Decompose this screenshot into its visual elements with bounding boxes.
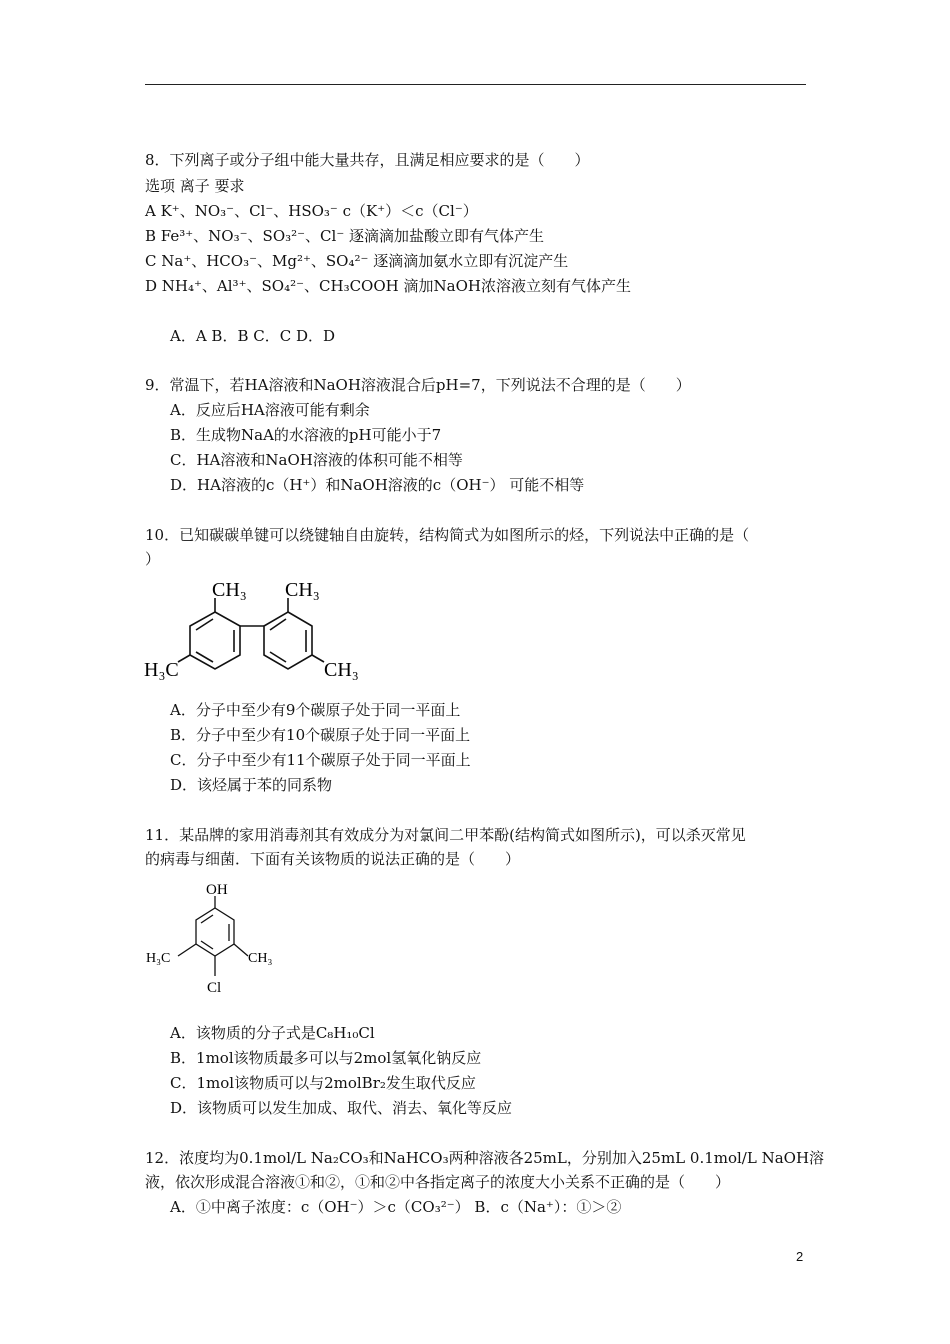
q11-label-ch3: CH₃ <box>248 951 273 966</box>
q11-option-a: A．该物质的分子式是C₈H₁₀Cl <box>170 1024 375 1042</box>
q10-option-c: C．分子中至少有11个碳原子处于同一平面上 <box>170 751 471 769</box>
q10-label-ch3-right-top: CH₃ <box>285 579 320 601</box>
q8-options: A．A B．B C．C D．D <box>170 327 336 345</box>
q10-option-a: A．分子中至少有9个碳原子处于同一平面上 <box>170 701 461 719</box>
q10-stem-line2: ） <box>145 550 161 568</box>
q9-option-a: A．反应后HA溶液可能有剩余 <box>170 401 370 419</box>
q11-label-cl: Cl <box>207 980 222 996</box>
q12-options-ab: A．①中离子浓度：c（OH⁻）＞c（CO₃²⁻） B．c（Na⁺）：①＞② <box>170 1198 622 1216</box>
q11-label-oh: OH <box>206 882 228 898</box>
q9-stem: 9．常温下，若HA溶液和NaOH溶液混合后pH=7，下列说法不合理的是（ ） <box>145 376 691 394</box>
q10-option-b: B．分子中至少有10个碳原子处于同一平面上 <box>170 726 471 744</box>
q11-option-d: D．该物质可以发生加成、取代、消去、氧化等反应 <box>170 1099 513 1117</box>
q10-label-ch3-right: CH₃ <box>324 659 359 681</box>
q8-row-d: D NH₄⁺、Al³⁺、SO₄²⁻、CH₃COOH 滴加NaOH浓溶液立刻有气体产生 <box>145 277 631 295</box>
q10-structure-diagram <box>140 578 380 690</box>
q10-stem-line1: 10．已知碳碳单键可以绕键轴自由旋转，结构简式为如图所示的烃，下列说法中正确的是（ <box>145 526 750 544</box>
q10-label-ch3-left-top: CH₃ <box>212 579 247 601</box>
header-rule <box>145 84 806 85</box>
q12-stem-line2: 液，依次形成混合溶液①和②，①和②中各指定离子的浓度大小关系不正确的是（ ） <box>145 1173 731 1191</box>
q8-row-b: B Fe³⁺、NO₃⁻、SO₃²⁻、Cl⁻ 逐滴滴加盐酸立即有气体产生 <box>145 227 545 245</box>
q11-label-h3c: H₃C <box>146 951 171 966</box>
q8-stem: 8．下列离子或分子组中能大量共存，且满足相应要求的是（ ） <box>145 151 590 169</box>
q9-option-c: C．HA溶液和NaOH溶液的体积可能不相等 <box>170 451 463 469</box>
q11-structure-diagram <box>140 880 300 1012</box>
q8-table-header: 选项 离子 要求 <box>145 177 245 195</box>
q9-option-d: D．HA溶液的c（H⁺）和NaOH溶液的c（OH⁻） 可能不相等 <box>170 476 585 494</box>
q11-stem-line2: 的病毒与细菌．下面有关该物质的说法正确的是（ ） <box>145 850 521 868</box>
q11-option-b: B．1mol该物质最多可以与2mol氢氧化钠反应 <box>170 1049 482 1067</box>
q9-option-b: B．生成物NaA的水溶液的pH可能小于7 <box>170 426 442 444</box>
q11-option-c: C．1mol该物质可以与2molBr₂发生取代反应 <box>170 1074 476 1092</box>
q10-option-d: D．该烃属于苯的同系物 <box>170 776 333 794</box>
q8-row-a: A K⁺、NO₃⁻、Cl⁻、HSO₃⁻ c（K⁺）＜c（Cl⁻） <box>145 202 478 220</box>
page-number: 2 <box>796 1249 804 1264</box>
q11-stem-line1: 11．某品牌的家用消毒剂其有效成分为对氯间二甲苯酚(结构简式如图所示)，可以杀灭常见 <box>145 826 746 844</box>
q10-label-h3c-left: H₃C <box>144 659 179 681</box>
q12-stem-line1: 12．浓度均为0.1mol/L Na₂CO₃和NaHCO₃两种溶液各25mL，分别加入25mL 0.1mol/L NaOH溶 <box>145 1149 825 1167</box>
q8-row-c: C Na⁺、HCO₃⁻、Mg²⁺、SO₄²⁻ 逐滴滴加氨水立即有沉淀产生 <box>145 252 569 270</box>
